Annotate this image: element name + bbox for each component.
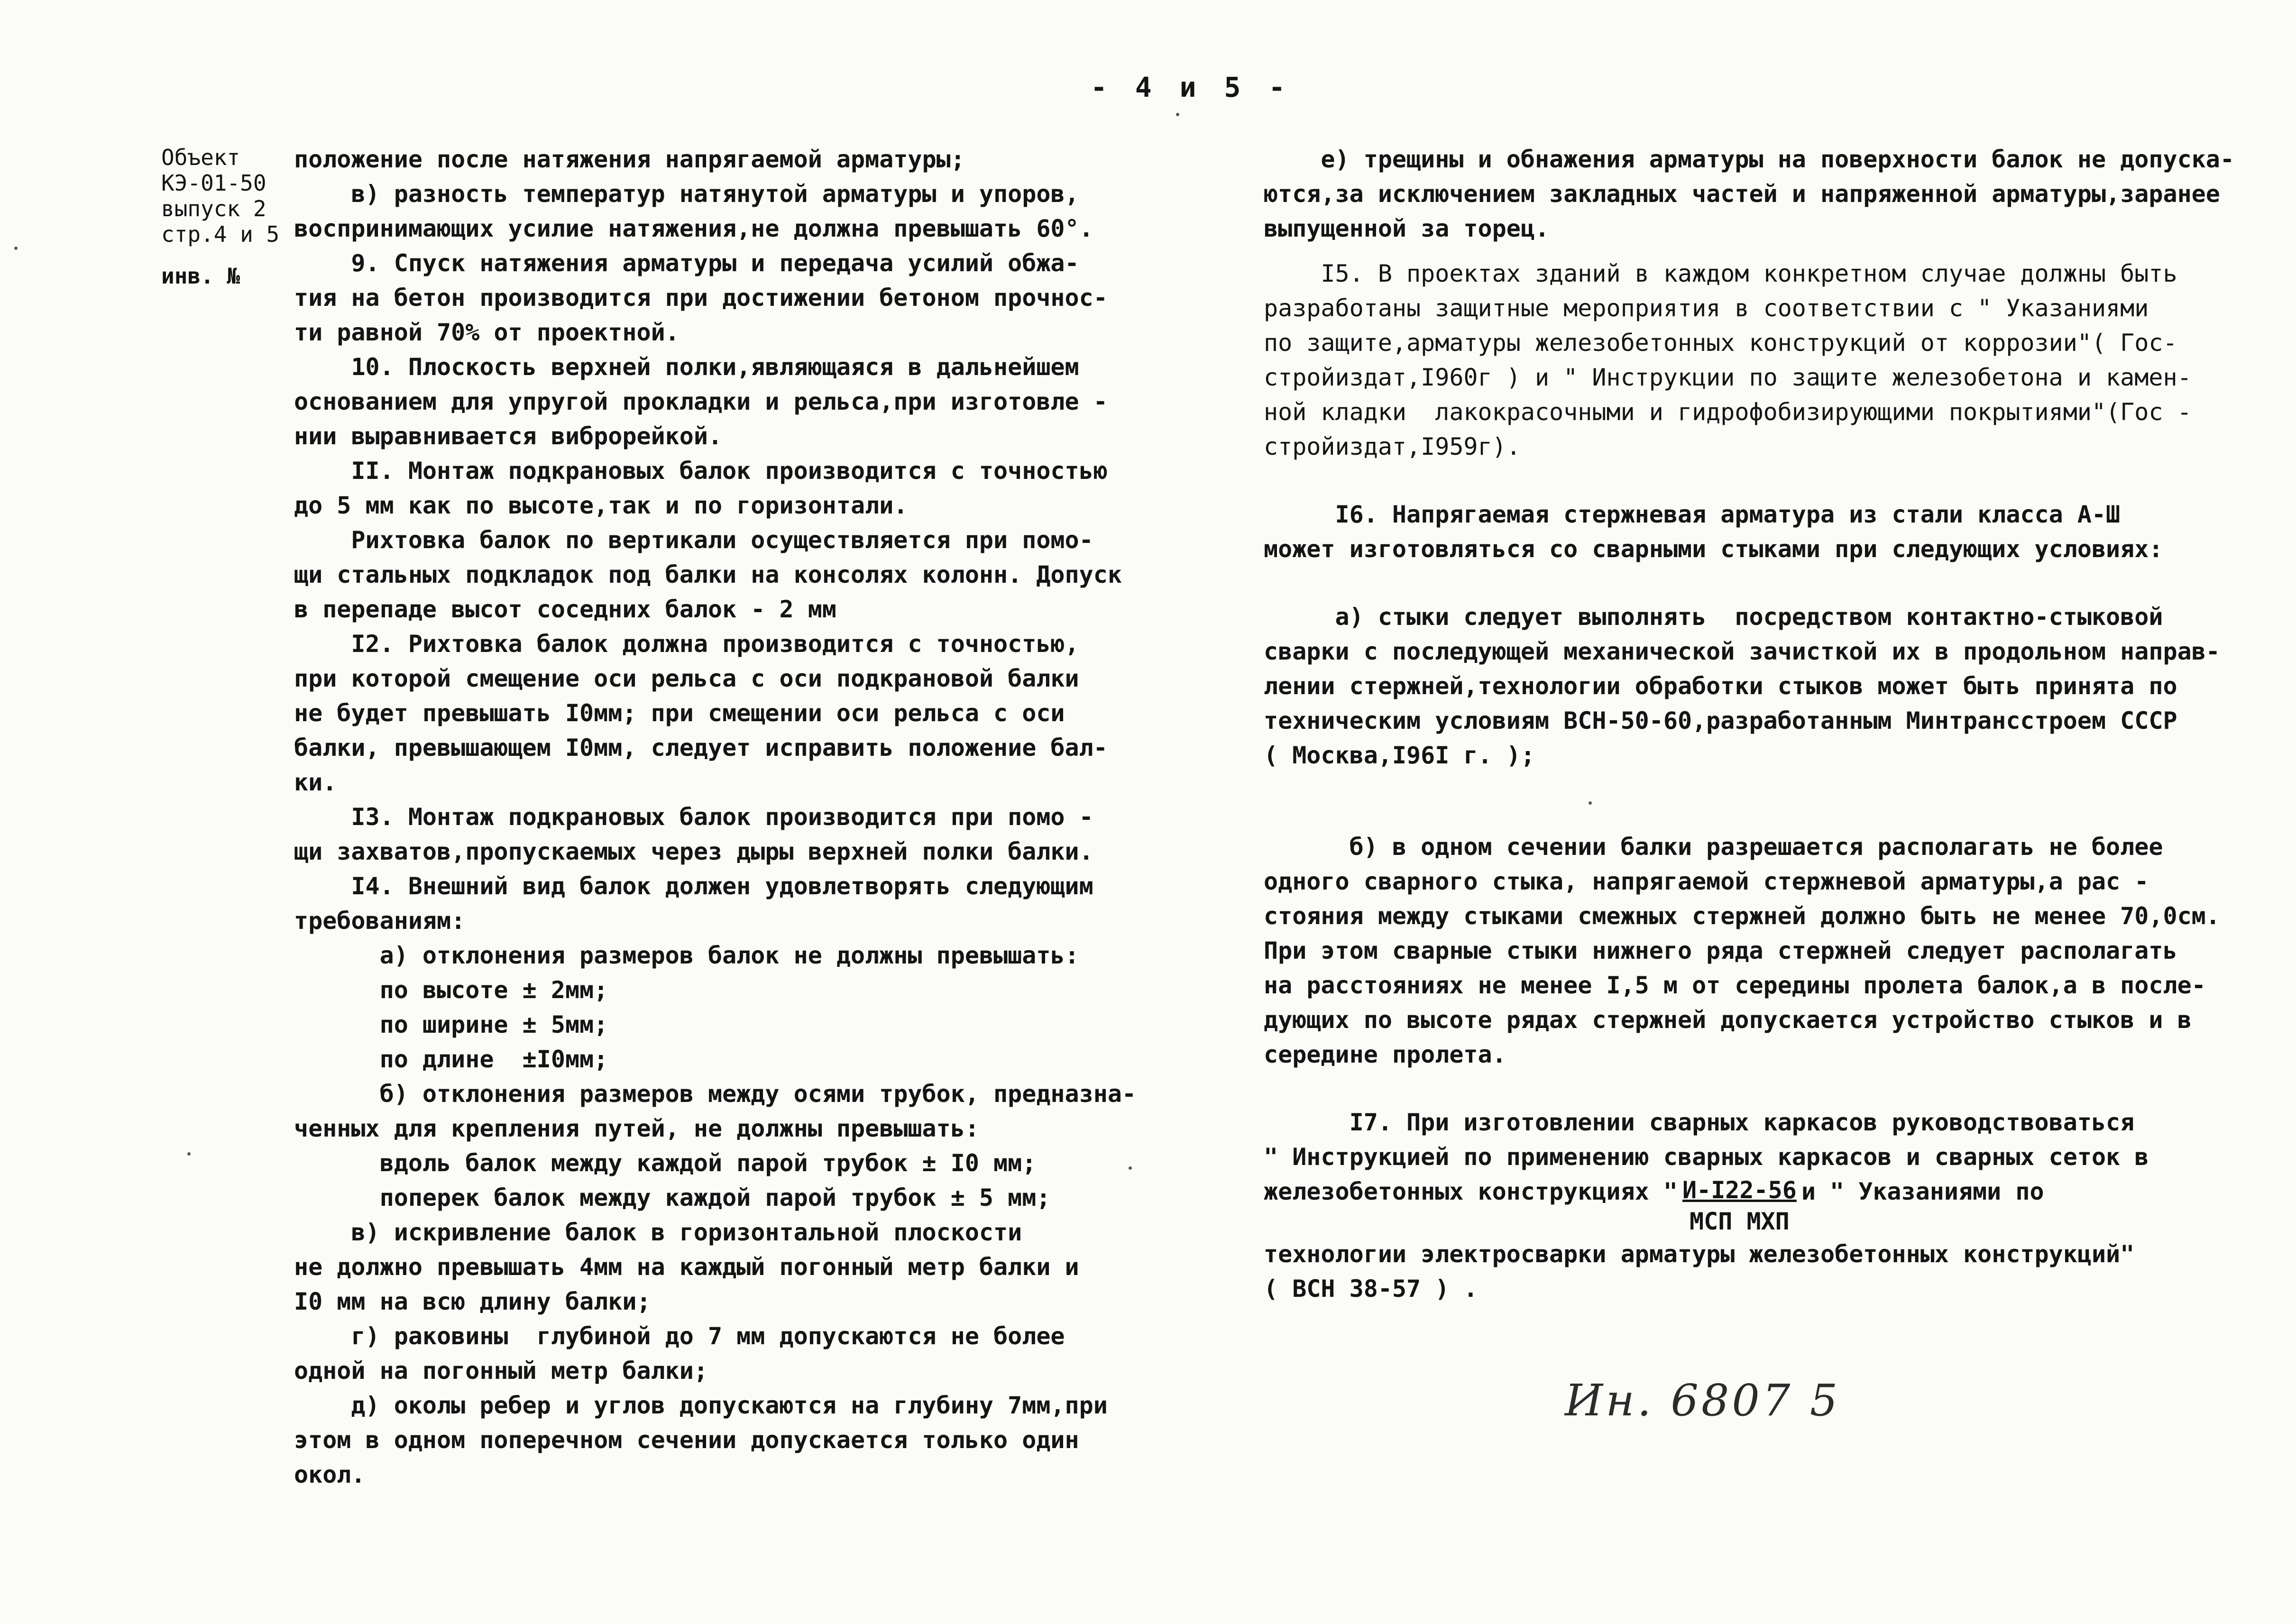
stamp-line: КЭ-01-50 xyxy=(161,170,266,196)
right-column xyxy=(1264,142,2234,1306)
instruction-reference xyxy=(1682,1174,1797,1237)
text-line: требованиям: xyxy=(294,907,466,935)
text-line: балки, превышающем I0мм, следует исправить положение бал- xyxy=(294,734,1108,762)
paragraph-16 xyxy=(1264,497,2231,567)
left-column xyxy=(294,142,1137,1492)
text-line: стояния между стыками смежных стержней должно быть не менее 70,0см. xyxy=(1264,902,2220,930)
text-line: дующих по высоте рядах стержней допускается устройство стыков и в xyxy=(1264,1006,2192,1034)
text-line: I3. Монтаж подкрановых балок производится при помо - xyxy=(294,803,1093,831)
scan-speck xyxy=(187,1152,191,1156)
text-line: воспринимающих усилие натяжения,не должна превышать 60°. xyxy=(294,215,1093,242)
text-line: технологии электросварки арматуры железобетонных конструкций" xyxy=(1264,1240,2135,1268)
text-line: в перепаде высот соседних балок - 2 мм xyxy=(294,596,836,623)
page-number: - 4 и 5 - xyxy=(1091,71,1291,103)
text-fragment: железобетонных конструкциях " xyxy=(1264,1178,1678,1205)
text-line: II. Монтаж подкрановых балок производится с точностью xyxy=(294,457,1108,485)
text-line: ( ВСН 38-57 ) . xyxy=(1264,1275,1478,1303)
text-line: по высоте ± 2мм; xyxy=(294,976,608,1004)
text-line: в) искривление балок в горизонтальной плоскости xyxy=(294,1219,1022,1246)
text-line: ки. xyxy=(294,769,337,796)
text-line: Рихтовка балок по вертикали осуществляется при помо- xyxy=(294,526,1093,554)
text-line: нии выравнивается виброрейкой. xyxy=(294,422,723,450)
reference-number: И-I22-56 xyxy=(1682,1176,1797,1204)
paragraph-e xyxy=(1264,142,2234,246)
text-line: а) стыки следует выполнять посредством контактно-стыковой xyxy=(1264,603,2163,631)
text-line: не будет превышать I0мм; при смещении оси рельса с оси xyxy=(294,699,1065,727)
stamp-line: стр.4 и 5 xyxy=(161,221,280,247)
text-line: стройиздат,I960г ) и " Инструкции по защите железобетона и камен- xyxy=(1264,364,2192,391)
text-line: I5. В проектах зданий в каждом конкретном случае должны быть xyxy=(1264,260,2177,287)
text-line: стройиздат,I959г). xyxy=(1264,433,1521,460)
text-line: тия на бетон производится при достижении бетоном прочнос- xyxy=(294,284,1108,312)
text-line: е) трещины и обнажения арматуры на поверхности балок не допуска- xyxy=(1264,146,2234,173)
text-line: может изготовляться со сварными стыками при следующих условиях: xyxy=(1264,535,2163,563)
text-line: щи захватов,пропускаемых через дыры верхней полки балки. xyxy=(294,838,1093,865)
text-line: этом в одном поперечном сечении допускается только один xyxy=(294,1426,1079,1454)
text-line: I0 мм на всю длину балки; xyxy=(294,1288,651,1315)
text-fragment: и " Указаниями по xyxy=(1801,1178,2044,1205)
reference-ministry: МСП МХП xyxy=(1690,1208,1790,1235)
text-line: б) в одном сечении балки разрешается располагать не более xyxy=(1264,833,2163,861)
text-line: до 5 мм как по высоте,так и по горизонтали. xyxy=(294,492,908,519)
text-line: лении стержней,технологии обработки стыков может быть принята по xyxy=(1264,672,2177,700)
paragraph-16b xyxy=(1264,830,2231,1072)
text-line: положение после натяжения напрягаемой арматуры; xyxy=(294,146,965,173)
text-line: I6. Напрягаемая стержневая арматура из стали класса А-Ш xyxy=(1264,501,2121,528)
text-line: I2. Рихтовка балок должна производится с точностью, xyxy=(294,630,1079,658)
paragraph-16a xyxy=(1264,600,2231,773)
text-line: ( Москва,I96I г. ); xyxy=(1264,742,1535,769)
scan-speck xyxy=(1176,113,1179,116)
text-line: 9. Спуск натяжения арматуры и передача усилий обжа- xyxy=(294,249,1079,277)
text-line: I4. Внешний вид балок должен удовлетворять следующим xyxy=(294,872,1093,900)
inventory-number-label: инв. № xyxy=(161,263,240,289)
text-line: ти равной 70% от проектной. xyxy=(294,319,680,346)
text-line: щи стальных подкладок под балки на консолях колонн. Допуск xyxy=(294,561,1122,588)
text-line: " Инструкцией по применению сварных каркасов и сварных сеток в xyxy=(1264,1143,2149,1171)
text-line: по ширине ± 5мм; xyxy=(294,1011,608,1038)
text-line: ченных для крепления путей, не должны превышать: xyxy=(294,1115,979,1142)
text-line: разработаны защитные мероприятия в соответствии с " Указаниями xyxy=(1264,294,2149,322)
text-line: б) отклонения размеров между осями трубок, предназна- xyxy=(294,1080,1137,1108)
text-line: г) раковины глубиной до 7 мм допускаются не более xyxy=(294,1322,1065,1350)
text-line: техническим условиям ВСН-50-60,разработанным Минтрансстроем СССР xyxy=(1264,707,2177,734)
text-line: ной кладки лакокрасочными и гидрофобизирующими покрытиями"(Гос - xyxy=(1264,398,2192,426)
document-stamp xyxy=(161,145,279,247)
text-line: ются,за исключением закладных частей и напряженной арматуры,заранее xyxy=(1264,180,2220,208)
stamp-line: выпуск 2 xyxy=(161,196,266,221)
stamp-line: Объект xyxy=(161,145,240,170)
text-line: одной на погонный метр балки; xyxy=(294,1357,708,1385)
scan-speck xyxy=(1589,801,1592,805)
text-line: одного сварного стыка, напрягаемой стержневой арматуры,а рас - xyxy=(1264,868,2149,895)
text-line: сварки с последующей механической зачисткой их в продольном направ- xyxy=(1264,638,2220,665)
text-line: поперек балок между каждой парой трубок ± 5 мм; xyxy=(294,1184,1051,1211)
text-line: д) околы ребер и углов допускаются на глубину 7мм,при xyxy=(294,1392,1108,1419)
text-line: а) отклонения размеров балок не должны превышать: xyxy=(294,942,1079,969)
paragraph-17 xyxy=(1264,1105,2231,1306)
text-line: при которой смещение оси рельса с оси подкрановой балки xyxy=(294,665,1079,692)
text-line: середине пролета. xyxy=(1264,1041,1506,1068)
text-line: 10. Плоскость верхней полки,являющаяся в дальнейшем xyxy=(294,353,1079,381)
text-line: I7. При изготовлении сварных каркасов руководствоваться xyxy=(1264,1109,2135,1136)
text-line-with-reference xyxy=(1264,1174,2231,1237)
paragraph-15 xyxy=(1264,257,2231,464)
text-line: по длине ±I0мм; xyxy=(294,1046,608,1073)
text-line: на расстояниях не менее I,5 м от середины пролета балок,а в после- xyxy=(1264,972,2206,999)
handwritten-inventory-note: Ин. 6807 5 xyxy=(1565,1375,1841,1426)
text-line: не должно превышать 4мм на каждый погонный метр балки и xyxy=(294,1253,1079,1281)
text-line: основанием для упругой прокладки и рельса,при изготовле - xyxy=(294,388,1108,415)
scan-speck xyxy=(1129,1166,1132,1170)
text-line: по защите,арматуры железобетонных конструкций от коррозии"( Гос- xyxy=(1264,329,2177,357)
text-line: При этом сварные стыки нижнего ряда стержней следует располагать xyxy=(1264,937,2177,964)
text-line: в) разность температур натянутой арматуры и упоров, xyxy=(294,180,1079,208)
text-line: выпущенной за торец. xyxy=(1264,215,1550,242)
text-line: вдоль балок между каждой парой трубок ± I0 мм; xyxy=(294,1149,1037,1177)
scan-speck xyxy=(14,247,18,250)
text-line: окол. xyxy=(294,1461,366,1488)
